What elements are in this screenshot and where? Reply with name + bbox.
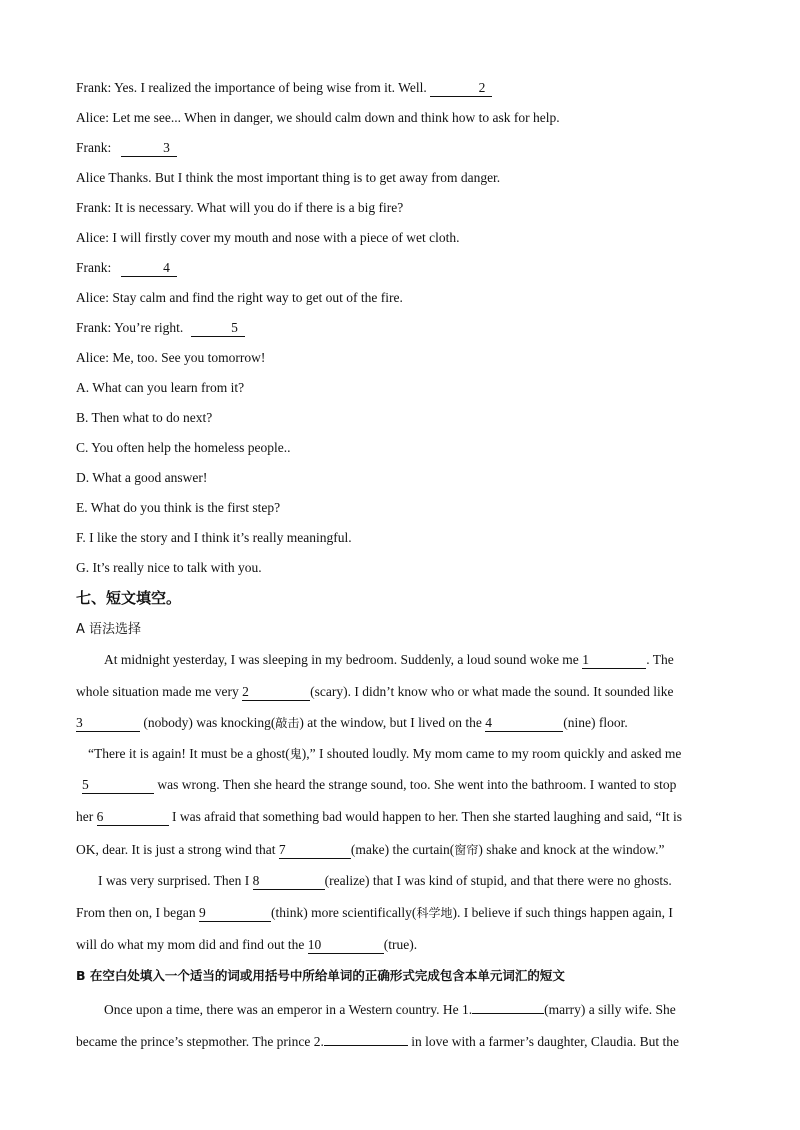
dialogue-text: Frank: It is necessary. What will you do if there is a big fire? <box>76 200 404 215</box>
blank-number: 1 <box>582 652 589 667</box>
passage-line <box>82 775 676 795</box>
dialogue-text: Frank: Yes. I realized the importance of being wise from it. Well. <box>76 80 431 95</box>
option-item: D. What a good answer! <box>76 470 208 485</box>
chinese-gloss: 科学地 <box>416 906 453 920</box>
passage-text: I was very surprised. Then I <box>98 873 253 888</box>
section-title: 七、短文填空。 <box>76 589 182 607</box>
passage-line <box>76 903 673 923</box>
dialogue-text: Alice: Let me see... When in danger, we should calm down and think how to ask for help. <box>76 110 560 125</box>
dialogue-line <box>76 318 245 338</box>
dialogue-text: Frank: <box>76 260 115 275</box>
option-item: C. You often help the homeless people.. <box>76 440 291 455</box>
blank-number: 7 <box>278 842 286 857</box>
dialogue-text: Alice: Me, too. See you tomorrow! <box>76 350 266 365</box>
passage-text: (scary). I didn’t know who or what made the sound. It sounded like <box>310 684 674 699</box>
dialogue-line <box>76 348 265 368</box>
dialogue-text: Frank: <box>76 140 115 155</box>
answer-blank[interactable] <box>324 1029 408 1046</box>
passage-text: OK, dear. It is just a strong wind that <box>76 842 279 857</box>
passage-text: (realize) that I was kind of stupid, and that there were no ghosts. <box>324 873 672 888</box>
dialogue-line <box>76 198 403 218</box>
answer-blank[interactable] <box>279 842 351 859</box>
passage-text: her <box>76 809 97 824</box>
blank-number: 10 <box>307 937 322 952</box>
chinese-gloss: 鬼 <box>289 747 302 761</box>
blank-number: 3 <box>76 715 83 730</box>
passage-text: (think) more scientifically( <box>270 905 417 920</box>
passage-text: I was afraid that something bad would happen to her. Then she started laughing and said, “It is <box>168 809 683 824</box>
answer-blank[interactable] <box>82 777 154 794</box>
dialogue-text: Frank: You’re right. <box>76 320 187 335</box>
passage-text: “There it is again! It must be a ghost( <box>88 746 290 761</box>
answer-blank[interactable] <box>121 140 177 157</box>
option-item: E. What do you think is the first step? <box>76 500 281 515</box>
passage-text: At midnight yesterday, I was sleeping in my bedroom. Suddenly, a loud sound woke me <box>104 652 583 667</box>
passage-line <box>76 713 628 733</box>
option-item: A. What can you learn from it? <box>76 380 245 395</box>
passage-text: ). I believe if such things happen again, I <box>452 905 673 920</box>
passage-text: ) at the window, but I lived on the <box>299 715 486 730</box>
blank-number: 5 <box>82 777 89 792</box>
blank-number: 8 <box>252 873 260 888</box>
passage-line <box>76 935 417 955</box>
passage-text: was wrong. Then she heard the strange sound, too. She went into the bathroom. I wanted to stop <box>154 777 677 792</box>
answer-blank[interactable] <box>485 715 563 732</box>
passage-text: ),” I shouted loudly. My mom came to my room quickly and asked me <box>301 746 682 761</box>
blank-number: 2 <box>242 684 249 699</box>
dialogue-line <box>76 78 492 98</box>
blank-number: 4 <box>163 260 170 275</box>
dialogue-line <box>76 138 177 158</box>
blank-number: 5 <box>231 320 238 335</box>
option-item: F. I like the story and I think it’s really meaningful. <box>76 530 352 545</box>
answer-blank[interactable] <box>199 905 271 922</box>
part-b-title: B 在空白处填入一个适当的词或用括号中所给单词的正确形式完成包含本单元词汇的短文 <box>76 968 565 983</box>
answer-blank[interactable] <box>97 809 169 826</box>
passage-line <box>104 997 676 1020</box>
passage-text: (true). <box>383 937 418 952</box>
answer-blank[interactable] <box>121 260 177 277</box>
passage-line <box>76 840 665 860</box>
answer-blank[interactable] <box>472 997 544 1014</box>
passage-text: . The <box>646 652 674 667</box>
blank-number: 3 <box>163 140 170 155</box>
passage-text: whole situation made me very <box>76 684 243 699</box>
passage-line <box>76 682 674 702</box>
passage-text: in love with a farmer’s daughter, Claudia. But the <box>407 1034 679 1049</box>
blank-number: 4 <box>485 715 492 730</box>
blank-number: 6 <box>96 809 104 824</box>
dialogue-line <box>76 288 403 308</box>
passage-line <box>76 1029 679 1052</box>
passage-line <box>98 871 672 891</box>
answer-blank[interactable] <box>242 684 310 701</box>
dialogue-text: Alice: Stay calm and find the right way to get out of the fire. <box>76 290 403 305</box>
dialogue-line <box>76 168 500 188</box>
passage-text: became the prince’s stepmother. The prince 2. <box>76 1034 324 1049</box>
answer-blank[interactable] <box>308 937 384 954</box>
answer-blank[interactable] <box>430 80 492 97</box>
dialogue-text: Alice: I will firstly cover my mouth and nose with a piece of wet cloth. <box>76 230 460 245</box>
passage-text: (marry) a silly wife. She <box>544 1002 676 1017</box>
passage-text: From then on, I began <box>76 905 199 920</box>
answer-blank[interactable] <box>76 715 140 732</box>
dialogue-line <box>76 228 460 248</box>
answer-blank[interactable] <box>191 320 245 337</box>
answer-blank[interactable] <box>582 652 646 669</box>
passage-line <box>104 650 674 670</box>
answer-blank[interactable] <box>253 873 325 890</box>
passage-text: ) shake and knock at the window.” <box>478 842 665 857</box>
passage-text: Once upon a time, there was an emperor in a Western country. He 1. <box>104 1002 473 1017</box>
option-item: G. It’s really nice to talk with you. <box>76 560 262 575</box>
dialogue-text: Alice Thanks. But I think the most important thing is to get away from danger. <box>76 170 501 185</box>
passage-line <box>76 807 682 827</box>
blank-number: 2 <box>478 80 486 95</box>
passage-text: (nine) floor. <box>563 715 628 730</box>
part-a-title: A 语法选择 <box>76 622 142 637</box>
dialogue-line <box>76 108 560 128</box>
passage-text: will do what my mom did and find out the <box>76 937 308 952</box>
passage-text: (make) the curtain( <box>350 842 455 857</box>
chinese-gloss: 敲击 <box>275 716 300 730</box>
blank-number: 9 <box>198 905 206 920</box>
chinese-gloss: 窗帘 <box>454 843 479 857</box>
passage-text: (nobody) was knocking( <box>140 715 276 730</box>
option-item: B. Then what to do next? <box>76 410 213 425</box>
dialogue-line <box>76 258 177 278</box>
passage-line <box>88 744 681 764</box>
